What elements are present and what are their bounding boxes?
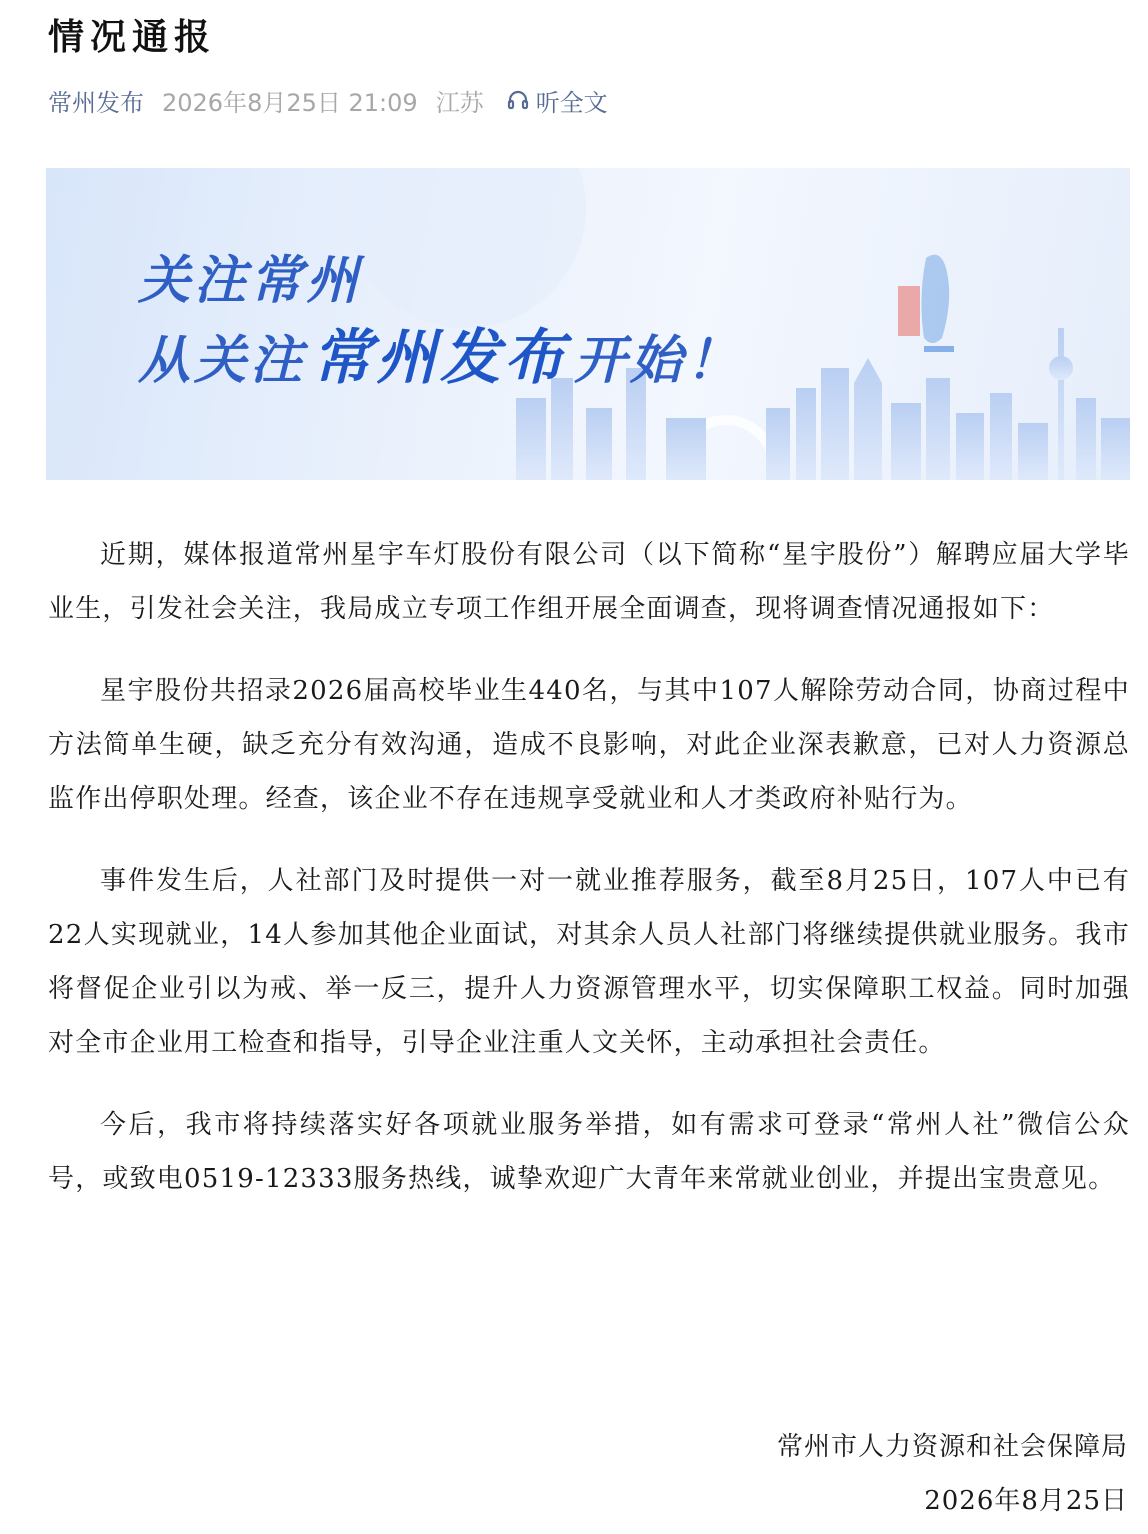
paragraph: 事件发生后，人社部门及时提供一对一就业推荐服务，截至8月25日，107人中已有22人实现就业，14人参加其他企业面试，对其余人员人社部门将继续提供就业服务。我市将督促企业引以为戒、举一反三，提升人力资源管理水平，切实保障职工权益。同时加强对全市企业用工检查和指导，引导企业注重人文关怀，主动承担社会责任。 [48,866,1130,1058]
banner-line2-suffix: 开始！ [574,331,743,391]
article-banner-image [46,168,1130,480]
article-meta [48,80,608,120]
signature-block [777,1420,1128,1528]
banner-line2-highlight: 常州发布 [312,323,569,393]
publish-date: 2026年8月25日 21:09 [162,88,418,117]
banner-line2-prefix: 从关注 [138,331,307,391]
article-title: 情况通报 [48,17,217,58]
paragraph: 近期，媒体报道常州星宇车灯股份有限公司（以下简称“星宇股份”）解聘应届大学毕业生，引发社会关注，我局成立专项工作组开展全面调查，现将调查情况通报如下： [48,540,1130,624]
publish-region: 江苏 [435,88,484,117]
paragraph: 星宇股份共招录2026届高校毕业生440名，与其中107人解除劳动合同，协商过程中方法简单生硬，缺乏充分有效沟通，造成不良影响，对此企业深表歉意，已对人力资源总监作出停职处理。经查，该企业不存在违规享受就业和人才类政府补贴行为。 [48,676,1130,814]
banner-slogan-line1: 关注常州 [138,251,363,311]
article-body [48,528,1130,1234]
paragraph: 今后，我市将持续落实好各项就业服务举措，如有需求可登录“常州人社”微信公众号，或致电0519-12333服务热线，诚挚欢迎广大青年来常就业创业，并提出宝贵意见。 [48,1110,1130,1194]
headphones-icon [506,88,530,112]
banner-slogan-line2 [138,310,742,396]
listen-label: 听全文 [535,88,608,117]
account-name-link[interactable]: 常州发布 [48,88,144,117]
signature-org: 常州市人力资源和社会保障局 [776,1432,1128,1462]
listen-button[interactable] [506,83,608,118]
signature-date: 2026年8月25日 [924,1486,1128,1516]
